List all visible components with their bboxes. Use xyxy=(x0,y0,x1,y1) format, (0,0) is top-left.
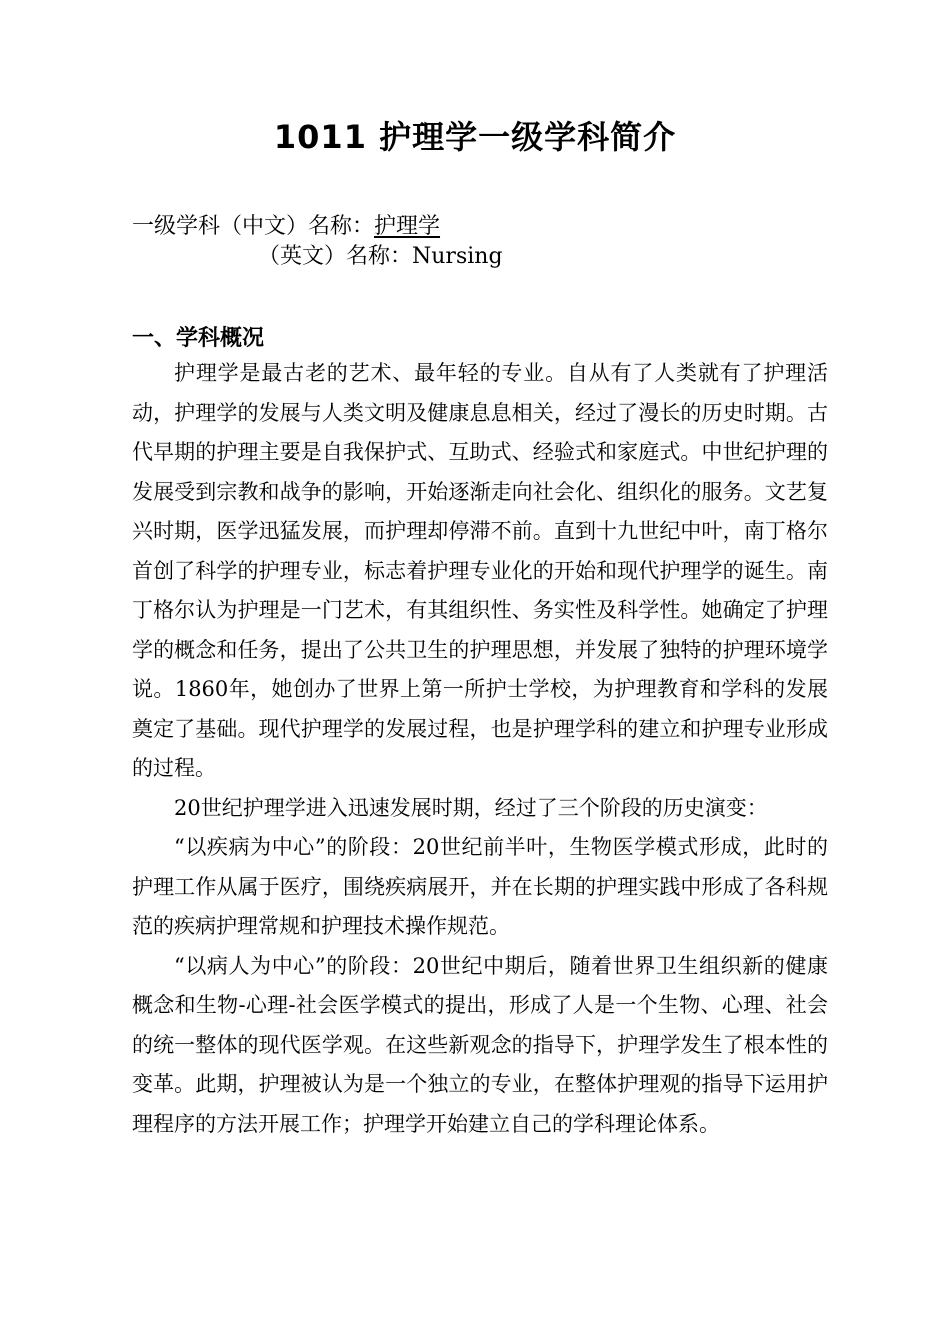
discipline-name-cn-label: 一级学科（中文）名称： xyxy=(132,214,375,239)
discipline-name-en xyxy=(258,242,503,272)
paragraph: 20世纪护理学进入迅速发展时期，经过了三个阶段的历史演变： xyxy=(174,795,768,820)
discipline-name-en-value: Nursing xyxy=(412,244,503,269)
paragraph: “以疾病为中心”的阶段：20世纪前半叶，生物医学模式形成，此时的护理工作从属于医疗，围绕疾病展开，并在长期的护理实践中形成了各科规范的疾病护理常规和护理技术操作规范。 xyxy=(132,835,828,938)
document-body xyxy=(132,354,828,1144)
discipline-name-cn-value: 护理学 xyxy=(374,214,441,239)
section-heading: 一、学科概况 xyxy=(132,326,265,351)
document-title: 1011 护理学一级学科简介 xyxy=(273,118,677,156)
paragraph: “以病人为中心”的阶段：20世纪中期后，随着世界卫生组织新的健康概念和生物-心理-社会医学模式的提出，形成了人是一个生物、心理、社会的统一整体的现代医学观。在这些新观念的指导下，护理学发生了根本性的变革。此期，护理被认为是一个独立的专业，在整体护理观的指导下运用护理程序的方法开展工作；护理学开始建立自己的学科理论体系。 xyxy=(132,953,828,1136)
discipline-name-en-label: （英文）名称： xyxy=(258,244,413,269)
discipline-name-cn xyxy=(132,212,440,242)
paragraph: 护理学是最古老的艺术、最年轻的专业。自从有了人类就有了护理活动，护理学的发展与人类文明及健康息息相关，经过了漫长的历史时期。古代早期的护理主要是自我保护式、互助式、经验式和家庭式。中世纪护理的发展受到宗教和战争的影响，开始逐渐走向社会化、组织化的服务。文艺复兴时期，医学迅猛发展，而护理却停滞不前。直到十九世纪中叶，南丁格尔首创了科学的护理专业，标志着护理专业化的开始和现代护理学的诞生。南丁格尔认为护理是一门艺术，有其组织性、务实性及科学性。她确定了护理学的概念和任务，提出了公共卫生的护理思想，并发展了独特的护理环境学说。1860年，她创办了世界上第一所护士学校，为护理教育和学科的发展奠定了基础。现代护理学的发展过程，也是护理学科的建立和护理专业形成的过程。 xyxy=(132,361,828,780)
